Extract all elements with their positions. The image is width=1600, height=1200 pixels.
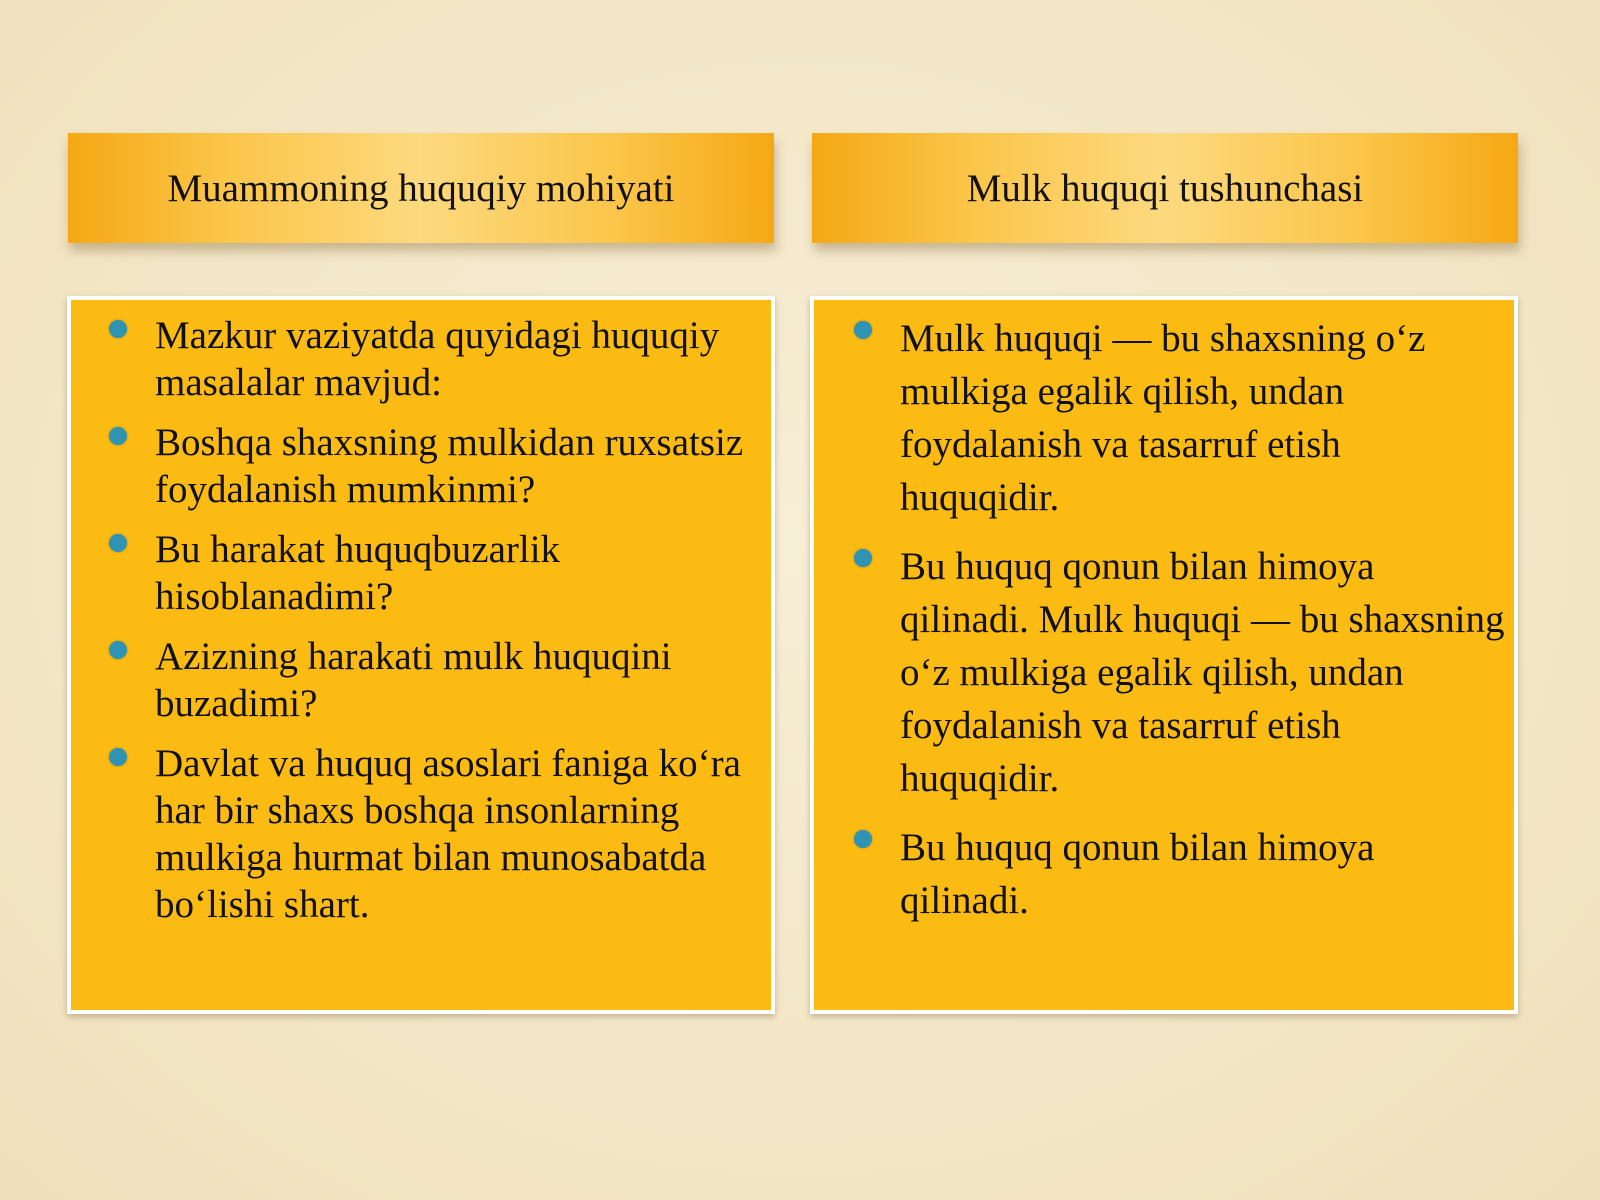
bullet-text: Boshqa shaxsning mulkidan ruxsatsiz foydalanish mumkinmi? bbox=[155, 421, 744, 511]
bullet-text: Davlat va huquq asoslari faniga ko‘ra har bir shaxs boshqa insonlarning mulkiga hurmat bilan munosabatda bo‘lishi shart. bbox=[155, 742, 741, 926]
bullet-text: Bu huquq qonun bilan himoya qilinadi. bbox=[900, 826, 1375, 922]
left-bullet-list bbox=[155, 312, 759, 941]
list-item bbox=[900, 540, 1506, 805]
left-column-header-text: Muammoning huquqiy mohiyati bbox=[167, 166, 675, 210]
bullet-text: Bu harakat huquqbuzarlik hisoblanadimi? bbox=[155, 528, 561, 618]
bullet-dot-icon bbox=[854, 321, 872, 339]
list-item bbox=[155, 633, 759, 727]
list-item bbox=[900, 312, 1506, 524]
right-bullet-list bbox=[900, 312, 1506, 943]
left-content-box bbox=[67, 296, 775, 1014]
bullet-text: Mulk huquqi — bu shaxsning o‘z mulkiga egalik qilish, undan foydalanish va tasarruf etish huquqidir. bbox=[900, 317, 1426, 519]
left-column-header bbox=[68, 133, 774, 243]
bullet-dot-icon bbox=[854, 549, 872, 567]
right-column-header bbox=[812, 133, 1518, 243]
bullet-dot-icon bbox=[109, 427, 127, 445]
bullet-dot-icon bbox=[109, 748, 127, 766]
right-column-header-text: Mulk huquqi tushunchasi bbox=[966, 166, 1364, 210]
list-item bbox=[900, 821, 1506, 927]
bullet-dot-icon bbox=[109, 641, 127, 659]
list-item bbox=[155, 312, 759, 406]
list-item bbox=[155, 526, 759, 620]
list-item bbox=[155, 419, 759, 513]
bullet-text: Mazkur vaziyatda quyidagi huquqiy masalalar mavjud: bbox=[155, 314, 720, 404]
bullet-dot-icon bbox=[109, 534, 127, 552]
list-item bbox=[155, 740, 759, 928]
bullet-dot-icon bbox=[109, 320, 127, 338]
bullet-dot-icon bbox=[854, 830, 872, 848]
right-content-box bbox=[810, 296, 1518, 1014]
bullet-text: Bu huquq qonun bilan himoya qilinadi. Mulk huquqi — bu shaxsning o‘z mulkiga egalik qilish, undan foydalanish va tasarruf etish huquqidir. bbox=[900, 545, 1505, 800]
bullet-text: Azizning harakati mulk huquqini buzadimi? bbox=[155, 635, 672, 725]
